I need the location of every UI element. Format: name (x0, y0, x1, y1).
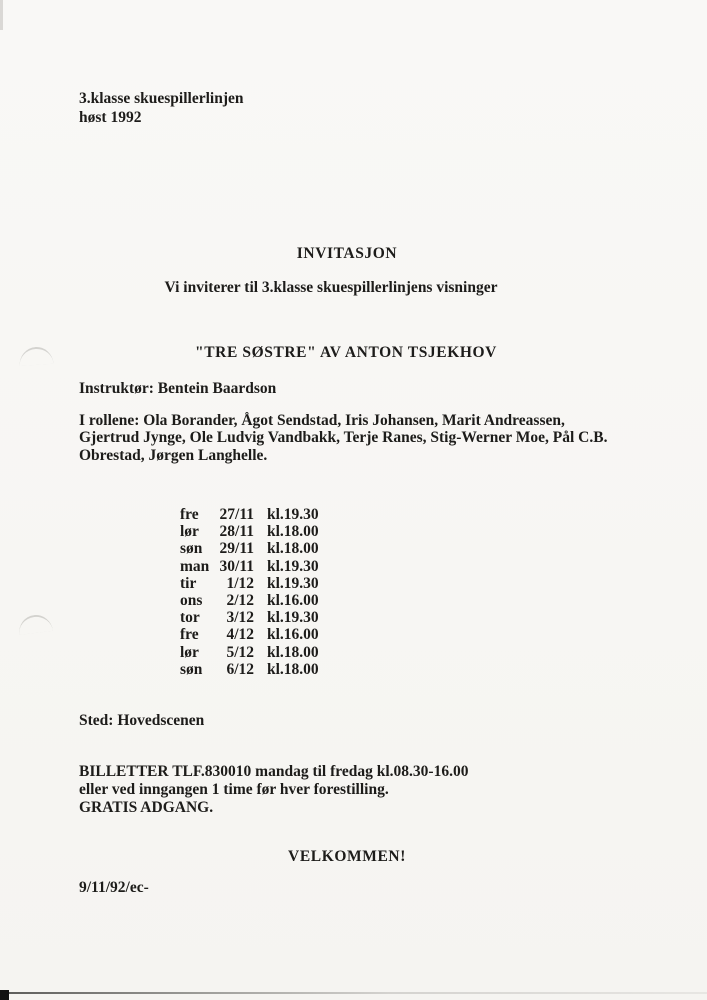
schedule-day: søn (180, 540, 203, 558)
tickets-line: eller ved inngangen 1 time før hver forestilling. (79, 781, 389, 799)
cast-paragraph (79, 412, 607, 464)
schedule-row (180, 609, 319, 626)
schedule-day: lør (180, 643, 199, 661)
schedule-date: 2/12 (226, 592, 254, 610)
performance-schedule (180, 506, 319, 678)
schedule-date: 28/11 (219, 523, 254, 541)
schedule-row (180, 523, 319, 540)
schedule-day: ons (180, 592, 203, 610)
schedule-day: man (180, 557, 210, 575)
schedule-time: kl.16.00 (267, 626, 319, 644)
schedule-time: kl.19.30 (267, 574, 319, 592)
schedule-row (180, 575, 319, 592)
schedule-date: 29/11 (219, 540, 254, 558)
schedule-row (180, 626, 319, 643)
schedule-day: tor (180, 609, 200, 627)
schedule-day: søn (180, 660, 203, 678)
play-title: "TRE SØSTRE" AV ANTON TSJEKHOV (195, 344, 497, 361)
scan-artifact-bottom-line (0, 992, 707, 994)
cast-line: Obrestad, Jørgen Langhelle. (79, 446, 268, 464)
cast-line: Gjertrud Jynge, Ole Ludvig Vandbakk, Terje Ranes, Stig-Werner Moe, Pål C.B. (79, 429, 608, 447)
schedule-row (180, 592, 319, 609)
invitation-subtitle: Vi inviterer til 3.klasse skuespillerlinjens visninger (164, 279, 498, 296)
scan-artifact-arc-lower (17, 613, 53, 635)
schedule-date: 30/11 (219, 557, 254, 575)
schedule-time: kl.19.30 (267, 506, 319, 523)
schedule-time: kl.18.00 (267, 643, 319, 661)
tickets-block (79, 763, 468, 818)
schedule-time: kl.18.00 (267, 540, 319, 558)
schedule-time: kl.18.00 (267, 660, 319, 678)
schedule-date: 27/11 (219, 506, 254, 523)
schedule-time: kl.16.00 (267, 592, 319, 610)
cast-line: I rollene: Ola Borander, Ågot Sendstad, Iris Johansen, Marit Andreassen, (79, 412, 565, 429)
schedule-day: lør (180, 523, 199, 541)
tickets-line: GRATIS ADGANG. (79, 799, 214, 817)
scan-artifact-corner-mark (0, 990, 9, 1000)
schedule-date: 4/12 (226, 626, 254, 644)
schedule-date: 3/12 (226, 609, 254, 627)
schedule-day: fre (180, 506, 199, 523)
header-season-line: høst 1992 (79, 109, 142, 126)
document-header (79, 89, 244, 127)
schedule-time: kl.18.00 (267, 523, 319, 541)
instructor-line: Instruktør: Bentein Baardson (79, 380, 277, 397)
schedule-date: 5/12 (226, 643, 254, 661)
schedule-row (180, 506, 319, 523)
schedule-row (180, 661, 319, 678)
scan-artifact-arc-upper (18, 346, 53, 366)
schedule-date: 6/12 (226, 660, 254, 678)
schedule-row (180, 558, 319, 575)
scan-artifact-left-edge (0, 0, 3, 30)
invitation-title: INVITASJON (296, 245, 398, 262)
schedule-row (180, 644, 319, 661)
venue-line: Sted: Hovedscenen (79, 712, 205, 729)
schedule-row (180, 540, 319, 557)
schedule-day: tir (180, 574, 197, 592)
reference-line: 9/11/92/ec- (79, 879, 149, 896)
schedule-date: 1/12 (226, 574, 254, 592)
tickets-line: BILLETTER TLF.830010 mandag til fredag kl.08.30-16.00 (79, 763, 469, 780)
schedule-time: kl.19.30 (267, 609, 319, 627)
closing-line: VELKOMMEN! (288, 848, 406, 865)
header-class-line: 3.klasse skuespillerlinjen (79, 90, 244, 107)
schedule-time: kl.19.30 (267, 557, 319, 575)
schedule-day: fre (180, 626, 199, 644)
